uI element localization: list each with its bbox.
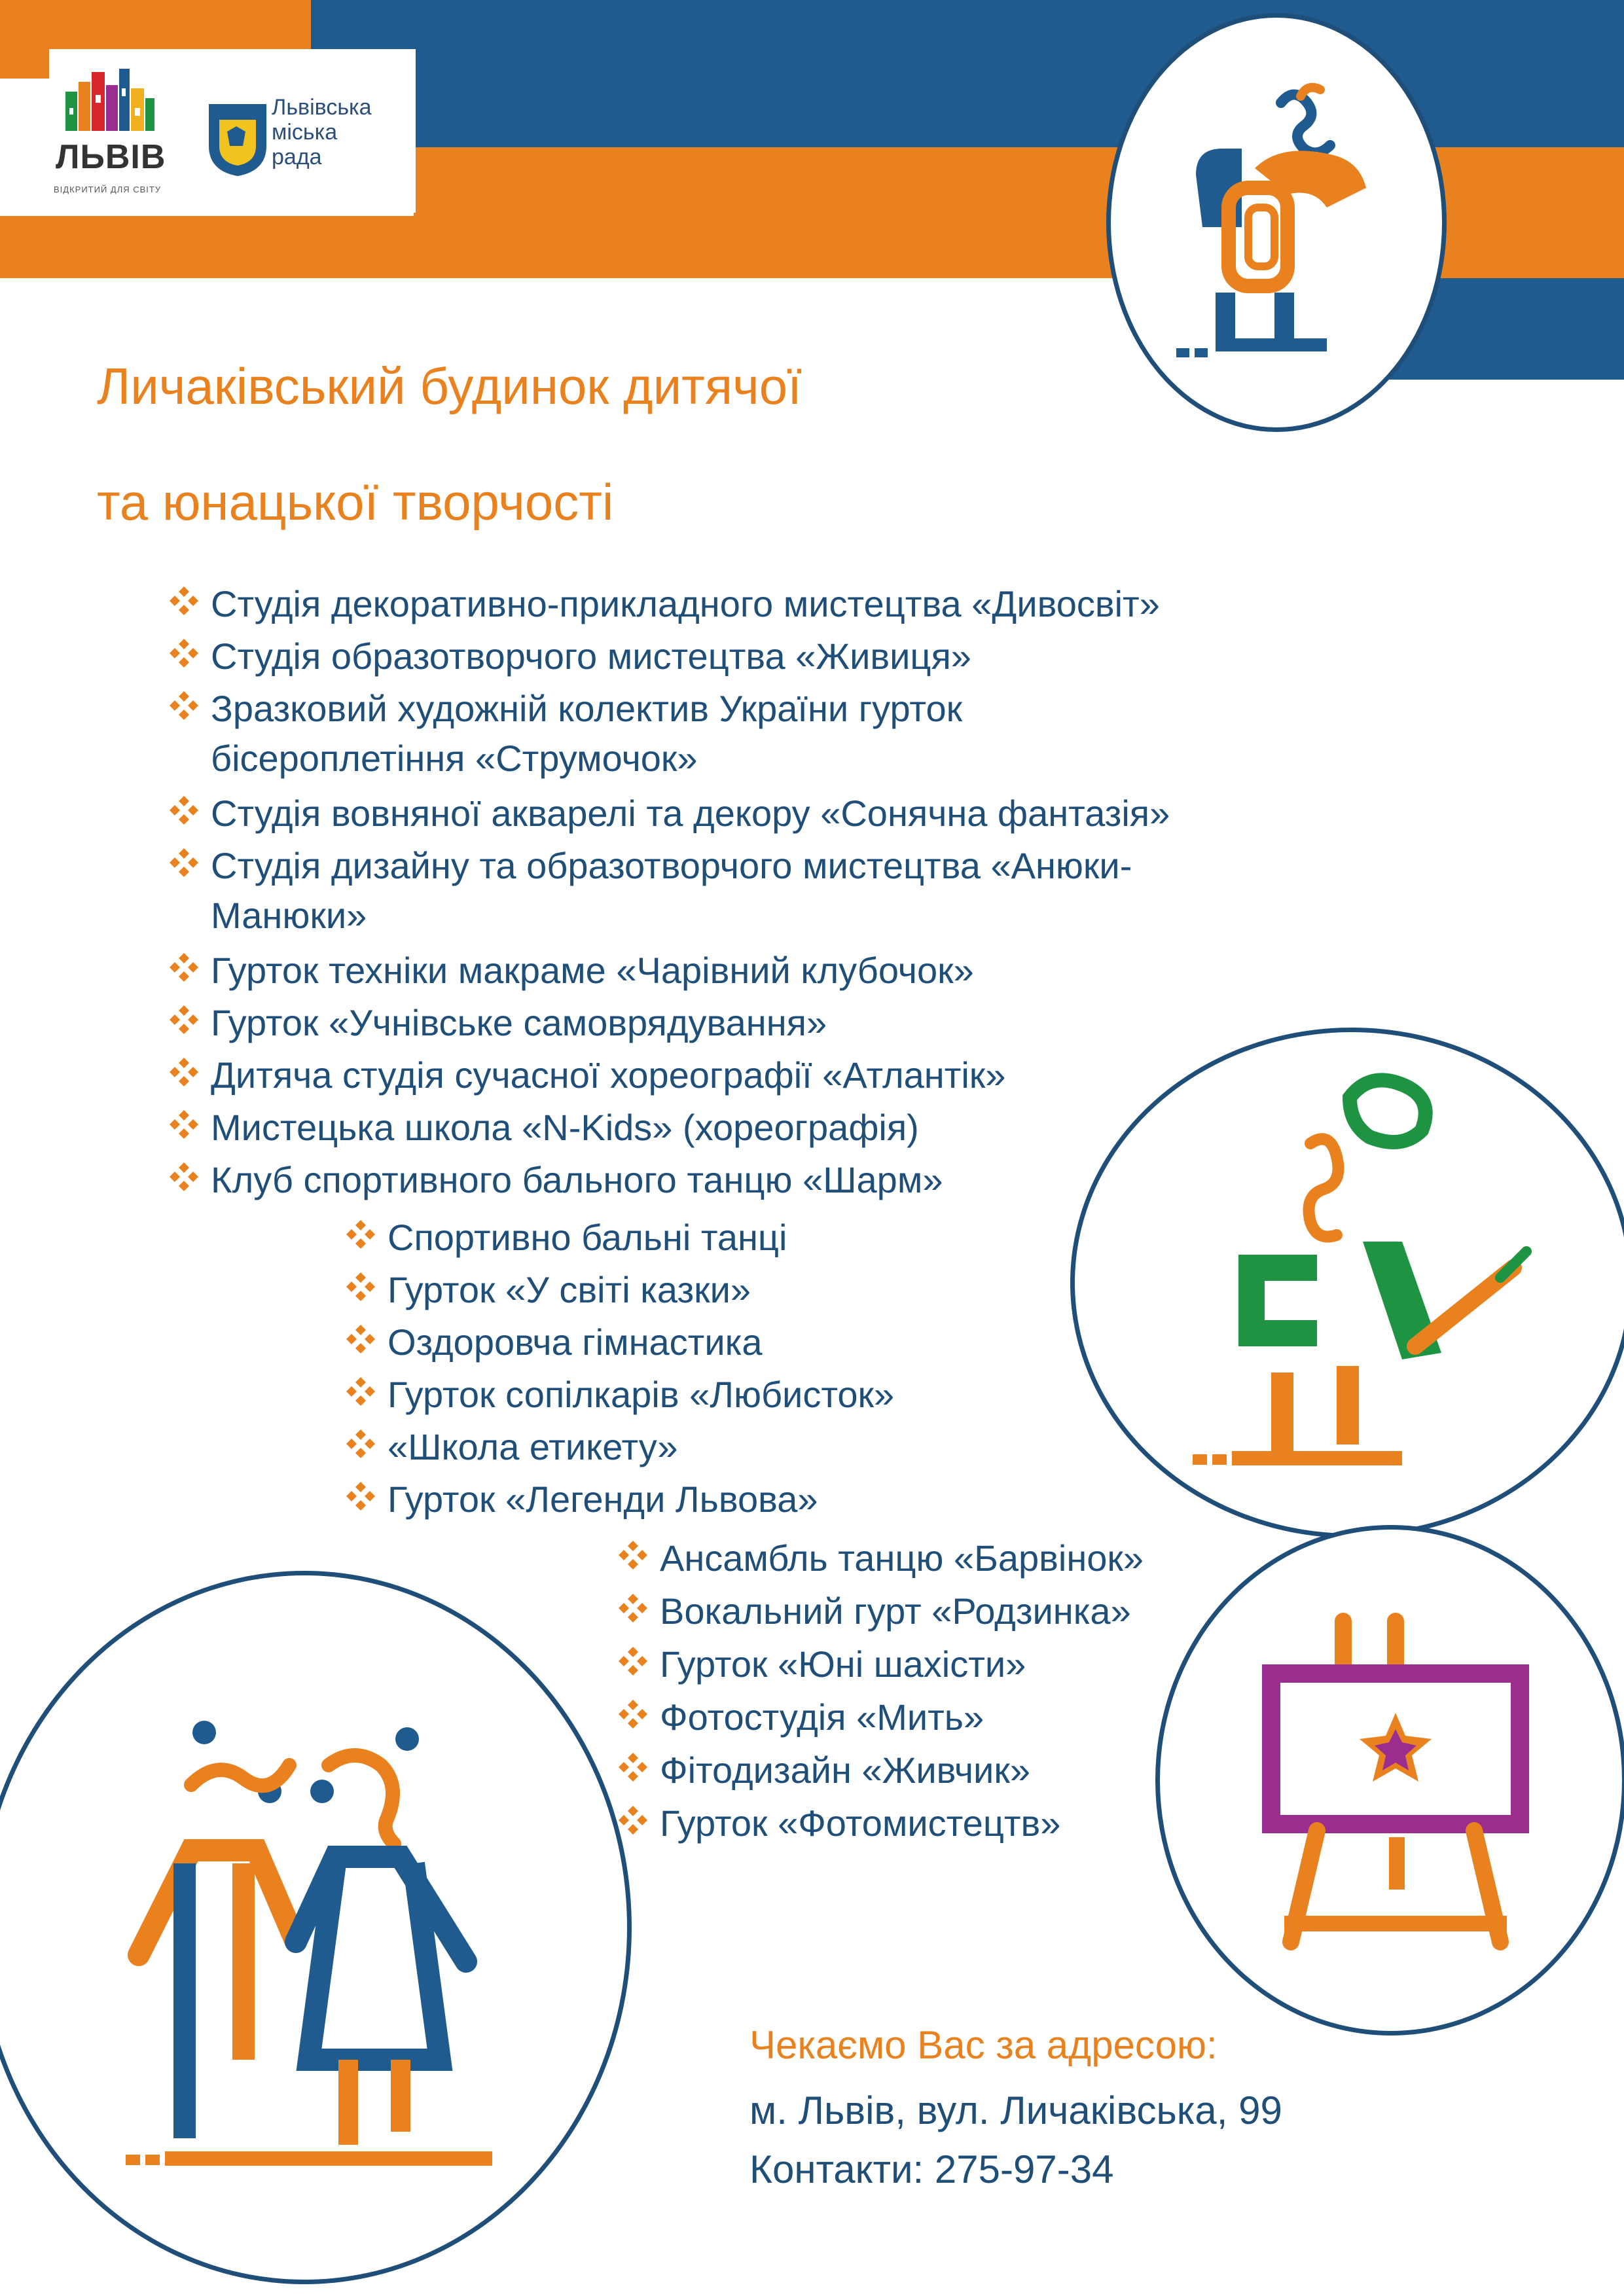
address-street: м. Львів, вул. Личаківська, 99 [749, 2089, 1282, 2132]
diamond-cluster-icon [346, 1475, 380, 1524]
program-subsublist-item [660, 1746, 1030, 1795]
program-subsublist-item-text: Фітодизайн «Живчик» [660, 1749, 1030, 1791]
program-list-item-text: Мистецька школа «N-Kids» (хореографія) [211, 1107, 919, 1148]
council-coat-of-arms-icon [205, 100, 270, 179]
program-list-item-text: Манюки» [211, 895, 367, 936]
page-title-line2: та юнацької творчості [97, 473, 614, 531]
lviv-towers-logo-icon [59, 62, 164, 134]
address-heading: Чекаємо Вас за адресою: [749, 2023, 1218, 2067]
diamond-cluster-icon [169, 998, 203, 1048]
diamond-cluster-icon [346, 1318, 380, 1367]
program-sublist-item [388, 1213, 787, 1263]
program-list-item-text: Студія вовняної акварелі та декору «Сонячна фантазія» [211, 793, 1170, 834]
program-subsublist-item [660, 1587, 1131, 1636]
diamond-cluster-icon [169, 579, 203, 629]
program-list-item [211, 841, 1132, 941]
diamond-cluster-icon [346, 1213, 380, 1263]
diamond-cluster-icon [169, 1050, 203, 1100]
program-list-item-text: Гурток «Учнівське самоврядування» [211, 1002, 827, 1043]
program-list-item-text: Студія декоративно-прикладного мистецтва «Дивосвіт» [211, 583, 1160, 624]
program-list-item-text: Гурток техніки макраме «Чарівний клубочок» [211, 950, 974, 991]
program-list-item [211, 946, 974, 996]
diamond-cluster-icon [618, 1640, 652, 1689]
program-list-item-text: бісероплетіння «Струмочок» [211, 738, 698, 779]
circle-children [0, 1571, 632, 2284]
program-list-item [211, 1103, 919, 1153]
diamond-cluster-icon [169, 841, 203, 891]
diamond-cluster-icon [618, 1587, 652, 1636]
program-sublist-item-text: Гурток «Легенди Львова» [388, 1479, 818, 1520]
program-list-item-text: Студія образотворчого мистецтва «Живиця» [211, 636, 971, 677]
program-subsublist-item [660, 1534, 1144, 1583]
council-line: рада [272, 145, 322, 170]
program-subsublist-item [660, 1640, 1026, 1689]
address-contacts: Контакти: 275-97-34 [749, 2147, 1114, 2191]
program-subsublist-item-text: Фотостудія «Мить» [660, 1696, 984, 1738]
diamond-cluster-icon [169, 632, 203, 681]
diamond-cluster-icon [169, 1155, 203, 1205]
diamond-cluster-icon [618, 1799, 652, 1848]
city-logo-word: ЛЬВІВ [56, 138, 166, 176]
program-sublist-item-text: Гурток сопілкарів «Любисток» [388, 1374, 895, 1415]
header-orange-left-band [0, 216, 414, 278]
program-list-item-text: Студія дизайну та образотворчого мистецтва «Анюки- [211, 845, 1132, 886]
diamond-cluster-icon [618, 1746, 652, 1795]
program-subsublist-item-text: Гурток «Фотомистецтв» [660, 1803, 1061, 1844]
program-list-item [211, 789, 1170, 838]
diamond-cluster-icon [169, 1103, 203, 1153]
program-list-item-text: Клуб спортивного бального танцю «Шарм» [211, 1159, 943, 1200]
dancing-children-icon [99, 1693, 558, 2204]
program-list-item-text: Зразковий художній колектив України гурток [211, 688, 963, 729]
program-list-item [211, 632, 971, 681]
program-list-item [211, 1050, 1005, 1100]
diamond-cluster-icon [169, 789, 203, 838]
program-sublist-item [388, 1265, 751, 1315]
council-line: Львівська [272, 95, 372, 120]
program-sublist-item-text: «Школа етикету» [388, 1426, 678, 1467]
diamond-cluster-icon [618, 1534, 652, 1583]
program-list-item-text: Дитяча студія сучасної хореографії «Атлантік» [211, 1054, 1006, 1096]
program-list-item [211, 998, 827, 1048]
diamond-cluster-icon [346, 1265, 380, 1315]
program-sublist-item [388, 1318, 762, 1367]
diamond-cluster-icon [169, 946, 203, 996]
program-sublist-item [388, 1475, 818, 1524]
program-subsublist-item-text: Ансамбль танцю «Барвінок» [660, 1537, 1144, 1579]
city-logo-tagline: ВІДКРИТИЙ ДЛЯ СВІТУ [54, 185, 162, 194]
page-title-line1: Личаківський будинок дитячої [97, 357, 802, 415]
diamond-cluster-icon [169, 684, 203, 734]
circle-easel [1155, 1525, 1624, 2036]
program-sublist-item-text: Оздоровча гімнастика [388, 1321, 763, 1363]
painter-with-brush-icon [1166, 1058, 1533, 1503]
council-line: міська [272, 120, 338, 145]
diamond-cluster-icon [346, 1422, 380, 1472]
program-list-item [211, 579, 1160, 629]
tuba-player-icon [1176, 77, 1386, 378]
council-name [272, 95, 416, 170]
circle-painter [1070, 1028, 1624, 1538]
program-subsublist-item-text: Гурток «Юні шахісти» [660, 1643, 1026, 1685]
program-sublist-item-text: Гурток «У світі казки» [388, 1269, 751, 1310]
program-subsublist-item [660, 1693, 984, 1742]
program-list-item [211, 684, 962, 783]
program-list-item [211, 1155, 943, 1205]
diamond-cluster-icon [346, 1370, 380, 1420]
program-sublist-item [388, 1370, 894, 1420]
easel-with-star-icon [1245, 1608, 1546, 1975]
program-subsublist-item-text: Вокальний гурт «Родзинка» [660, 1590, 1131, 1632]
circle-tuba [1106, 13, 1447, 432]
program-sublist-item-text: Спортивно бальні танці [388, 1217, 787, 1258]
program-subsublist-item [660, 1799, 1060, 1848]
diamond-cluster-icon [618, 1693, 652, 1742]
program-sublist-item [388, 1422, 678, 1472]
